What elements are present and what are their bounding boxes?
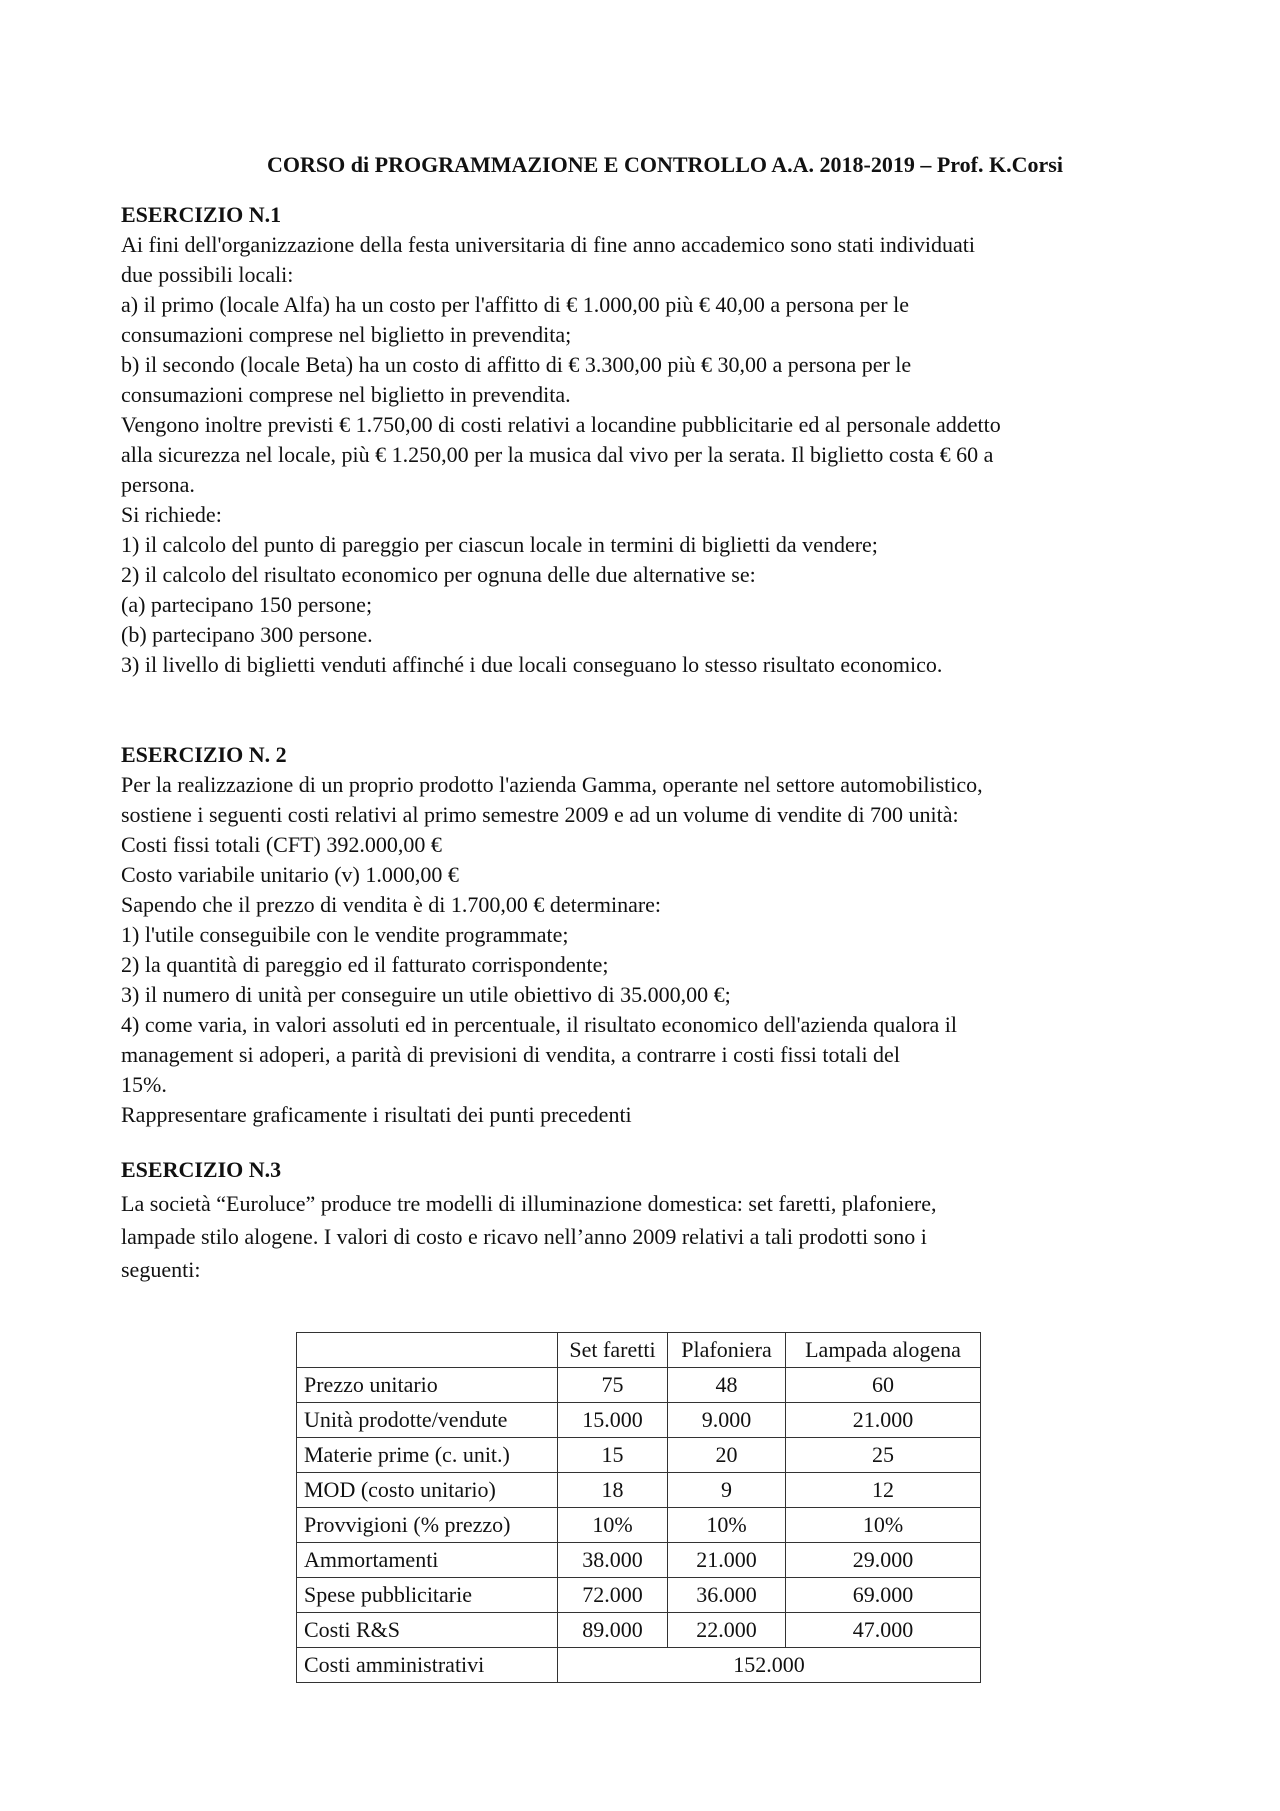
table-cell: 60 [786, 1368, 981, 1403]
exercise-1-line: b) il secondo (locale Beta) ha un costo di affitto di € 3.300,00 più € 30,00 a persona per le [121, 352, 912, 377]
exercise-1-line: (a) partecipano 150 persone; [121, 592, 373, 617]
exercise-2-line: sostiene i seguenti costi relativi al primo semestre 2009 e ad un volume di vendite di 700 unità: [121, 802, 959, 827]
table-header-cell: Plafoniera [668, 1333, 786, 1368]
table-cell: 10% [668, 1508, 786, 1543]
exercise-3-heading: ESERCIZIO N.3 [121, 1157, 282, 1182]
table-cell: 15.000 [558, 1403, 668, 1438]
exercise-2-heading: ESERCIZIO N. 2 [121, 742, 287, 767]
table-row [297, 1438, 981, 1473]
document-page [121, 150, 1181, 1286]
table-row [297, 1613, 981, 1648]
exercise-1-line: a) il primo (locale Alfa) ha un costo per l'affitto di € 1.000,00 più € 40,00 a persona per le [121, 292, 910, 317]
table-cell: 36.000 [668, 1578, 786, 1613]
exercise-2-line: 1) l'utile conseguibile con le vendite programmate; [121, 922, 569, 947]
table-cell: 29.000 [786, 1543, 981, 1578]
table-cell-merged: 152.000 [558, 1648, 981, 1683]
table-cell: 10% [786, 1508, 981, 1543]
exercise-2-line: 4) come varia, in valori assoluti ed in percentuale, il risultato economico dell'azienda qualora il [121, 1012, 957, 1037]
exercise-1 [121, 200, 1181, 680]
exercise-1-line: 1) il calcolo del punto di pareggio per ciascun locale in termini di biglietti da vendere; [121, 532, 878, 557]
table-row [297, 1473, 981, 1508]
table-cell: 38.000 [558, 1543, 668, 1578]
table-header-row [297, 1333, 981, 1368]
table-cell: 21.000 [786, 1403, 981, 1438]
cost-table [296, 1332, 981, 1683]
table-header-cell [297, 1333, 558, 1368]
exercise-2-line: Sapendo che il prezzo di vendita è di 1.700,00 € determinare: [121, 892, 662, 917]
exercise-1-line: consumazioni comprese nel biglietto in prevendita; [121, 322, 572, 347]
table-row [297, 1403, 981, 1438]
exercise-2-line: 2) la quantità di pareggio ed il fatturato corrispondente; [121, 952, 609, 977]
exercise-1-line: (b) partecipano 300 persone. [121, 622, 373, 647]
table-cell: 20 [668, 1438, 786, 1473]
table-cell: 48 [668, 1368, 786, 1403]
row-label: Provvigioni (% prezzo) [297, 1508, 558, 1543]
exercise-3 [121, 1155, 1181, 1286]
exercise-1-line: 3) il livello di biglietti venduti affinché i due locali conseguano lo stesso risultato economico. [121, 652, 943, 677]
table-cell: 72.000 [558, 1578, 668, 1613]
exercise-1-line: Vengono inoltre previsti € 1.750,00 di costi relativi a locandine pubblicitarie ed al personale addetto [121, 412, 1001, 437]
document-title: CORSO di PROGRAMMAZIONE E CONTROLLO A.A. 2018-2019 – Prof. K.Corsi [267, 152, 1063, 177]
table-cell: 15 [558, 1438, 668, 1473]
table-cell: 21.000 [668, 1543, 786, 1578]
table-cell: 10% [558, 1508, 668, 1543]
table-cell: 89.000 [558, 1613, 668, 1648]
table-cell: 75 [558, 1368, 668, 1403]
exercise-1-line: Ai fini dell'organizzazione della festa universitaria di fine anno accademico sono stati individuati [121, 232, 975, 257]
table-cell: 18 [558, 1473, 668, 1508]
exercise-1-line: consumazioni comprese nel biglietto in prevendita. [121, 382, 571, 407]
exercise-2-line: Costo variabile unitario (v) 1.000,00 € [121, 862, 459, 887]
exercise-1-line: due possibili locali: [121, 262, 294, 287]
table-row [297, 1543, 981, 1578]
table-cell: 22.000 [668, 1613, 786, 1648]
row-label: Costi R&S [297, 1613, 558, 1648]
row-label: Ammortamenti [297, 1543, 558, 1578]
row-label: Prezzo unitario [297, 1368, 558, 1403]
row-label: MOD (costo unitario) [297, 1473, 558, 1508]
table-cell: 25 [786, 1438, 981, 1473]
row-label: Unità prodotte/vendute [297, 1403, 558, 1438]
exercise-2-line: 15%. [121, 1072, 167, 1097]
exercise-2 [121, 740, 1181, 1130]
table-row [297, 1578, 981, 1613]
exercise-1-heading: ESERCIZIO N.1 [121, 202, 282, 227]
exercise-2-line: 3) il numero di unità per conseguire un utile obiettivo di 35.000,00 €; [121, 982, 731, 1007]
exercise-2-line: management si adoperi, a parità di previsioni di vendita, a contrarre i costi fissi totali del [121, 1042, 900, 1067]
exercise-2-line: Rappresentare graficamente i risultati dei punti precedenti [121, 1102, 632, 1127]
exercise-1-line: 2) il calcolo del risultato economico per ognuna delle due alternative se: [121, 562, 756, 587]
table-cell: 9.000 [668, 1403, 786, 1438]
exercise-3-line: La società “Euroluce” produce tre modelli di illuminazione domestica: set faretti, plafoniere, [121, 1191, 937, 1216]
table-row [297, 1508, 981, 1543]
row-label: Spese pubblicitarie [297, 1578, 558, 1613]
exercise-3-line: lampade stilo alogene. I valori di costo e ricavo nell’anno 2009 relativi a tali prodotti sono i [121, 1224, 927, 1249]
table-cell: 69.000 [786, 1578, 981, 1613]
exercise-3-line: seguenti: [121, 1257, 201, 1282]
row-label: Materie prime (c. unit.) [297, 1438, 558, 1473]
row-label: Costi amministrativi [297, 1648, 558, 1683]
exercise-2-line: Per la realizzazione di un proprio prodotto l'azienda Gamma, operante nel settore automobilistico, [121, 772, 983, 797]
exercise-1-line: alla sicurezza nel locale, più € 1.250,00 per la musica dal vivo per la serata. Il biglietto costa € 60 a [121, 442, 994, 467]
table-header-cell: Lampada alogena [786, 1333, 981, 1368]
table-row-admin [297, 1648, 981, 1683]
table-header-cell: Set faretti [558, 1333, 668, 1368]
table-cell: 9 [668, 1473, 786, 1508]
table-cell: 47.000 [786, 1613, 981, 1648]
exercise-2-line: Costi fissi totali (CFT) 392.000,00 € [121, 832, 442, 857]
table-cell: 12 [786, 1473, 981, 1508]
exercise-1-line: persona. [121, 472, 195, 497]
table-row [297, 1368, 981, 1403]
exercise-1-line: Si richiede: [121, 502, 222, 527]
